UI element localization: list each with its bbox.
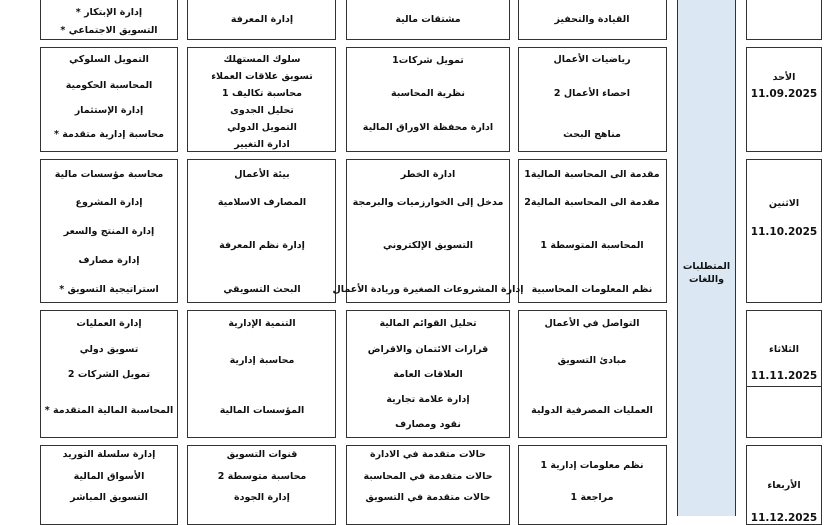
course: التسويق المباشر (70, 492, 148, 503)
day-cell-monday (746, 159, 822, 303)
course: ادارة الخطر (400, 169, 456, 180)
cell-r3-c2 (187, 310, 336, 438)
day-cell-sunday (746, 47, 822, 152)
course: إدارة العمليات (76, 318, 142, 329)
course: المحاسبة المالية المتقدمة * (44, 405, 174, 416)
course: التسويق الإلكتروني (382, 240, 474, 251)
course: تسويق علاقات العملاء (211, 71, 313, 82)
day-date: 11.10.2025 (750, 226, 818, 238)
course: مقدمة الى المحاسبة المالية1 (524, 169, 660, 180)
course: إدارة المشروع (75, 197, 143, 208)
course: إدارة الإستثمار (74, 105, 144, 116)
course: رياضيات الأعمال (553, 54, 631, 65)
course: المحاسبة المتوسطة 1 (540, 240, 644, 251)
course: البحث التسويقي (223, 284, 301, 295)
course: نظم المعلومات المحاسبية (531, 284, 653, 295)
day-name: الاثنين (768, 198, 800, 209)
course: ادارة التغيير (234, 139, 290, 150)
course: احصاء الأعمال 2 (553, 88, 631, 99)
course: مبادئ التسويق (557, 355, 627, 366)
day-date: 11.12.2025 (750, 512, 818, 524)
course: قنوات التسويق (226, 449, 298, 460)
cell-r4-c0 (518, 445, 667, 525)
day-cell-tuesday (746, 310, 822, 438)
cell-r2-c0 (518, 159, 667, 303)
requirements-column (677, 0, 736, 516)
course: التمويل الدولي (227, 122, 297, 133)
course: محاسبة إدارية متقدمة * (53, 129, 165, 140)
course: إدارة المشروعات الصغيرة وريادة الأعمال (332, 284, 524, 295)
course: القيادة والتحفيز (554, 14, 630, 25)
course: مدخل إلى الخوارزميات والبرمجة (352, 197, 504, 208)
course: الأسواق المالية (73, 471, 145, 482)
course: إدارة مصارف (78, 255, 140, 266)
day-name: الأحد (772, 72, 796, 83)
day-date: 11.09.2025 (750, 88, 818, 100)
course: إدارة سلسلة التوريد (62, 449, 156, 460)
requirements-label-line2: واللغات (688, 274, 725, 285)
day-cell-wednesday (746, 445, 822, 525)
day-name: الأربعاء (767, 480, 801, 491)
course: محاسبة مؤسسات مالية (54, 169, 164, 180)
course: محاسبة إدارية (229, 355, 295, 366)
course: تمويل شركات1 (392, 55, 464, 66)
course: نظم معلومات إدارية 1 (540, 460, 644, 471)
course: مراجعة 1 (570, 492, 614, 503)
day-cell-top (746, 0, 822, 40)
course: العمليات المصرفية الدولية (531, 405, 653, 416)
course: المصارف الاسلامية (217, 197, 307, 208)
course: محاسبة تكاليف 1 (222, 88, 302, 99)
day-cell-divider (747, 386, 821, 387)
course: مناهج البحث (563, 129, 621, 140)
course: مشتقات مالية (395, 14, 461, 25)
course: إدارة المنتج والسعر (63, 226, 155, 237)
day-date: 11.11.2025 (750, 370, 818, 382)
course: تحليل القوائم المالية (379, 318, 477, 329)
course: إدارة علامة تجارية (386, 394, 470, 405)
cell-r3-c0 (518, 310, 667, 438)
course: إدارة الإبتكار * (75, 7, 143, 18)
course: نقود ومصارف (395, 419, 461, 430)
course: استراتيجية التسويق * (59, 284, 159, 295)
course: التمويل السلوكي (69, 54, 149, 65)
cell-r2-c1 (346, 159, 510, 303)
course: مقدمة الى المحاسبة المالية2 (524, 197, 660, 208)
course: العلاقات العامة (393, 369, 463, 380)
requirements-label (678, 260, 735, 286)
course: تسويق دولي (79, 344, 139, 355)
course: التواصل في الأعمال (544, 318, 640, 329)
course: المحاسبة الحكومية (65, 80, 153, 91)
course: إدارة نظم المعرفة (219, 240, 305, 251)
course: التسويق الاجتماعي * (60, 25, 158, 36)
course: تحليل الجدوى (230, 105, 294, 116)
course: حالات متقدمة في التسويق (365, 492, 491, 503)
course: بيئة الأعمال (234, 169, 290, 180)
course: تمويل الشركات 2 (67, 369, 151, 380)
course: قرارات الائتمان والاقراض (367, 344, 489, 355)
course: المؤسسات المالية (219, 405, 305, 416)
course: حالات متقدمة في المحاسبة (363, 471, 493, 482)
requirements-label-line1: المتطلبات (682, 261, 731, 272)
course: إدارة المعرفة (230, 14, 294, 25)
course: سلوك المستهلك (223, 54, 301, 65)
cell-r2-c2 (187, 159, 336, 303)
course: ادارة محفظة الاوراق المالية (362, 122, 494, 133)
course: التنمية الإدارية (228, 318, 296, 329)
course: حالات متقدمة في الادارة (369, 449, 487, 460)
course: إدارة الجودة (234, 492, 290, 503)
day-name: الثلاثاء (769, 344, 799, 355)
course: محاسبة متوسطة 2 (217, 471, 307, 482)
course: نظرية المحاسبة (391, 88, 465, 99)
